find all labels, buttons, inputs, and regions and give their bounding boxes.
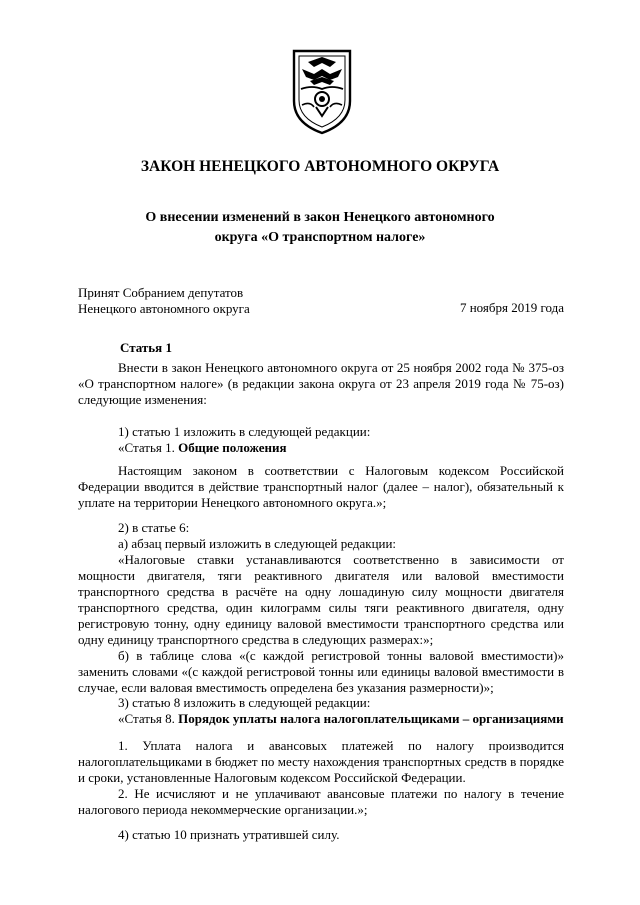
item3-p2: 2. Не исчисляют и не уплачивают авансовые платежи по налогу в течение налогового периода некоммерческие организации.»; — [78, 786, 564, 817]
item2-a: а) абзац первый изложить в следующей редакции: — [118, 536, 397, 551]
item4: 4) статью 10 признать утратившей силу. — [118, 827, 340, 842]
law-title: ЗАКОН НЕНЕЦКОГО АВТОНОМНОГО ОКРУГА — [140, 158, 500, 175]
law-subtitle-line1: О внесении изменений в закон Ненецкого автономного — [145, 210, 495, 225]
item3-label: 3) статью 8 изложить в следующей редакции: — [118, 695, 371, 710]
coat-of-arms-icon — [290, 47, 354, 135]
adoption-date: 7 ноября 2019 года — [459, 300, 564, 315]
item3-article-prefix: «Статья 8. — [118, 711, 179, 726]
article-intro: Внести в закон Ненецкого автономного округа от 25 ноября 2002 года № 375-оз «О транспортном налоге» (в редакции закона округа от 23 апреля 2019 года № 75-оз) следующие изменения: — [78, 360, 564, 407]
item2-b: б) в таблице слова «(с каждой регистровой тонны валовой вместимости)» заменить словами «(с каждой регистровой тонны или единицы валовой вместимости в случае, если валовая вместимость определена без указания размерности)»; — [78, 648, 564, 695]
item3-article-title — [78, 711, 564, 727]
adoption-line1: Принят Собранием депутатов — [78, 285, 244, 300]
item1-text: Настоящим законом в соответствии с Налоговым кодексом Российской Федерации вводится в действие транспортный налог (далее – налог), обязательный к уплате на территории Ненецкого автономного округа.»; — [78, 463, 564, 510]
article-intro-block — [78, 360, 564, 408]
item2-label: 2) в статье 6: — [118, 520, 190, 535]
item1-article-prefix: «Статья 1. — [118, 440, 179, 455]
item1-article-title — [78, 440, 564, 456]
item3-text-block — [78, 738, 564, 818]
item2-a-text: «Налоговые ставки устанавливаются соответственно в зависимости от мощности двигателя, тяги реактивного двигателя или валовой вместимости транспортного средства в расчёте на одну лошадиную силу мощности двигателя транспортного средства, один килограмм силы тяги реактивного двигателя, одну регистровую тонну, одну единицу валовой вместимости транспортного средства или одну единицу транспортного средства в следующих размерах:»; — [78, 552, 564, 647]
item1-block — [78, 424, 564, 456]
item1-label: 1) статью 1 изложить в следующей редакции: — [118, 424, 371, 439]
item3-article-name: Порядок уплаты налога налогоплательщиками – организациями — [178, 711, 564, 726]
item1-article-name: Общие положения — [178, 440, 287, 455]
adoption-line2: Ненецкого автономного округа — [78, 301, 250, 316]
item4-block — [78, 827, 564, 843]
item1-text-block — [78, 463, 564, 511]
law-subtitle — [0, 208, 640, 248]
item3-block — [78, 695, 564, 727]
adoption-body — [78, 285, 250, 317]
article-heading: Статья 1 — [120, 340, 172, 355]
law-subtitle-line2: округа «О транспортном налоге» — [214, 230, 426, 245]
item2-block — [78, 520, 564, 696]
item3-p1: 1. Уплата налога и авансовых платежей по налогу производится налогоплательщиками в бюджет по месту нахождения транспортных средств в порядке и сроки, установленные Налоговым кодексом Российской Федерации. — [78, 738, 564, 785]
